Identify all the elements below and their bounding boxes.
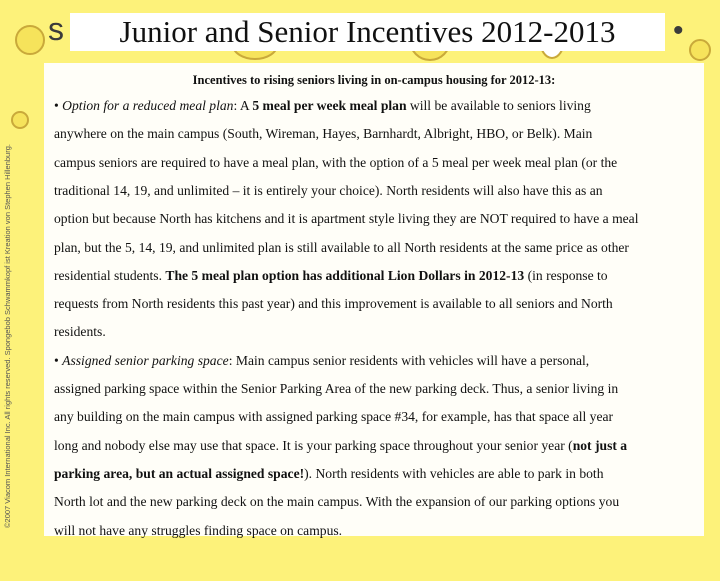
text-run: Option for a reduced meal plan	[62, 98, 234, 113]
text-run: parking area, but an actual assigned space!	[54, 465, 305, 481]
text-run: anywhere on the main campus (South, Wireman, Hayes, Barnhardt, Albright, HBO, or Belk). Main	[54, 126, 593, 142]
text-run: option but because North has kitchens and it is apartment style living they are NOT required to have a meal	[54, 211, 639, 227]
text-run: not just a	[572, 437, 628, 453]
text-run: assigned parking space within the Senior Parking Area of the new parking deck. Thus, a senior living in	[54, 381, 619, 396]
text-run: traditional 14, 19, and unlimited – it is entirely your choice). North residents will also have this as an	[54, 182, 603, 198]
title-box	[70, 13, 665, 51]
text-run: will be available to seniors living	[406, 98, 591, 113]
text-run: will not have any struggles finding space on campus.	[54, 522, 343, 538]
body-line	[54, 494, 619, 510]
body-line	[54, 98, 591, 114]
text-run: plan, but the 5, 14, 19, and unlimited plan is still available to all North residents at the same price as other	[54, 239, 629, 255]
text-run: •	[54, 352, 63, 368]
page-title: Junior and Senior Incentives 2012-2013	[119, 14, 616, 49]
body-line	[54, 183, 603, 199]
text-run: •	[54, 98, 63, 113]
text-run: Assigned senior parking space	[62, 352, 229, 368]
svg-text:s: s	[48, 11, 64, 47]
body-line	[54, 126, 592, 142]
body-line	[54, 381, 618, 397]
body-line	[54, 523, 342, 539]
text-run: : Main campus senior residents with vehicles will have a personal,	[228, 352, 590, 368]
copyright-credit: ©2007 Viacom International Inc. All rights reserved. Spongebob Schwammkopf ist Kreation von Stephen Hillenburg.	[3, 144, 12, 528]
text-run: residential students.	[54, 267, 166, 283]
body-line	[54, 240, 629, 256]
text-run: North lot and the new parking deck on the main campus. With the expansion of our parking options you	[54, 494, 620, 510]
text-run: any building on the main campus with assigned parking space #34, for example, has that space all year	[54, 409, 614, 425]
text-run: requests from North residents this past year) and this improvement is available to all seniors and North	[54, 296, 613, 312]
text-run: : A	[233, 98, 253, 113]
text-run: campus seniors are required to have a meal plan, with the option of a 5 meal per week meal plan (or the	[54, 154, 618, 170]
body-line	[54, 211, 639, 227]
body-line	[54, 466, 604, 482]
body-line	[54, 296, 613, 312]
content-panel	[44, 63, 704, 536]
svg-text:•: •	[673, 14, 684, 47]
content-heading: Incentives to rising seniors living in on-campus housing for 2012-13:	[192, 73, 556, 87]
body-line	[54, 438, 627, 454]
body-line	[54, 155, 617, 171]
body-line	[54, 324, 106, 340]
text-run: The 5 meal plan option has additional Lion Dollars in 2012-13	[165, 267, 525, 283]
text-run: (in response to	[524, 267, 608, 283]
text-run: long and nobody else may use that space. It is your parking space throughout your senior year (	[54, 437, 573, 453]
text-run: 5 meal per week meal plan	[252, 98, 407, 113]
text-run: ). North residents with vehicles are able to park in both	[304, 465, 604, 481]
body-line	[54, 353, 589, 369]
body-line	[54, 409, 613, 425]
body-line	[54, 268, 608, 284]
text-run: residents.	[54, 324, 106, 340]
